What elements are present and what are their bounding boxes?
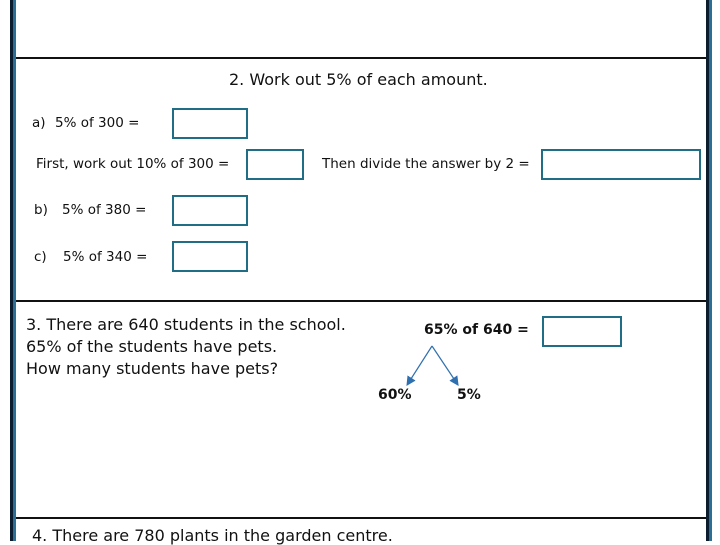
part-c-label: c) (34, 249, 47, 265)
split-left-label: 60% (378, 387, 412, 403)
question-3-line-1: 3. There are 640 students in the school. (26, 315, 346, 334)
question-3-line-2: 65% of the students have pets. (26, 337, 278, 356)
section-divider (16, 300, 706, 302)
question-3-expression: 65% of 640 = (424, 322, 529, 338)
answer-box-divide[interactable] (541, 149, 701, 180)
answer-box-10-percent[interactable] (246, 149, 304, 180)
page-border-right (706, 0, 712, 541)
part-a-expression: 5% of 300 = (55, 115, 140, 131)
question-3-line-3: How many students have pets? (26, 359, 279, 378)
hint-step-1: First, work out 10% of 300 = (36, 156, 230, 172)
question-2-title: 2. Work out 5% of each amount. (229, 70, 488, 89)
part-c-expression: 5% of 340 = (63, 249, 148, 265)
answer-box-b[interactable] (172, 195, 248, 226)
question-4-line-1: 4. There are 780 plants in the garden centre. (32, 526, 393, 545)
section-divider (16, 517, 706, 519)
page-border-left (10, 0, 16, 541)
answer-box-c[interactable] (172, 241, 248, 272)
part-a-label: a) (32, 115, 46, 131)
hint-step-2: Then divide the answer by 2 = (322, 156, 530, 172)
answer-box-q3[interactable] (542, 316, 622, 347)
answer-box-a[interactable] (172, 108, 248, 139)
part-b-label: b) (34, 202, 48, 218)
split-right-label: 5% (457, 387, 481, 403)
section-divider (16, 57, 706, 59)
split-arrows-icon (400, 340, 470, 390)
part-b-expression: 5% of 380 = (62, 202, 147, 218)
